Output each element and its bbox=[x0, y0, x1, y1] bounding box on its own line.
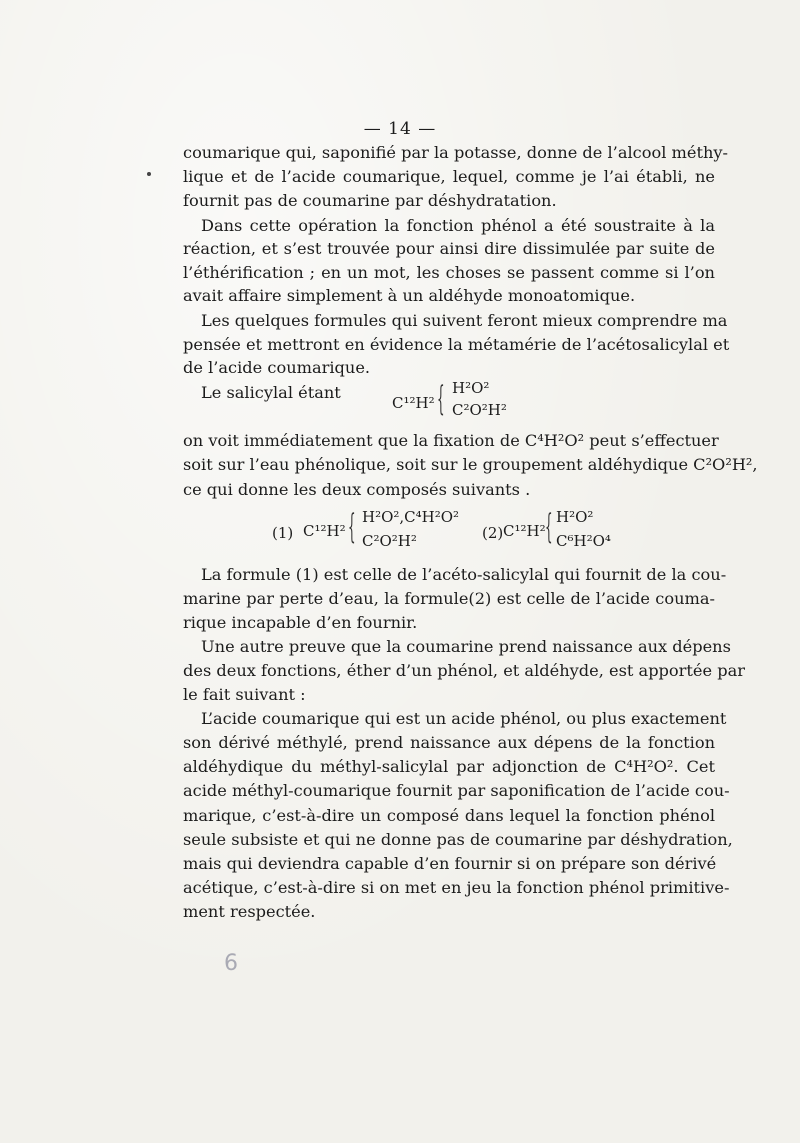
salicylal-intro: Le salicylal étant bbox=[201, 383, 341, 402]
text-line: des deux fonctions, éther d’un phénol, et aldéhyde, est apportée par bbox=[183, 661, 745, 680]
formula-2-upper: H²O² bbox=[556, 508, 594, 526]
text-line: marique, c’est-à-dire un composé dans lequel la fonction phénol bbox=[183, 806, 715, 825]
brace: { bbox=[437, 379, 445, 419]
text-line: marine par perte d’eau, la formule(2) est celle de l’acide couma- bbox=[183, 589, 715, 608]
text-line: Dans cette opération la fonction phénol a été soustraite à la bbox=[201, 216, 715, 235]
brace: { bbox=[545, 507, 553, 547]
pencil-mark: 6 bbox=[224, 951, 238, 976]
text-line: coumarique qui, saponifié par la potasse, donne de l’alcool méthy- bbox=[183, 143, 729, 162]
text-line: de l’acide coumarique. bbox=[183, 358, 371, 377]
text-line: seule subsiste et qui ne donne pas de coumarine par déshydration, bbox=[183, 830, 733, 849]
text-line: rique incapable d’en fournir. bbox=[183, 613, 418, 632]
formula-1-upper: H²O²,C⁴H²O² bbox=[362, 508, 460, 526]
text-line: La formule (1) est celle de l’acéto-salicylal qui fournit de la cou- bbox=[201, 565, 727, 584]
text-line: avait affaire simplement à un aldéhyde monoatomique. bbox=[183, 286, 636, 305]
text-line: soit sur l’eau phénolique, soit sur le groupement aldéhydique C²O²H², bbox=[183, 455, 758, 474]
text-line: pensée et mettront en évidence la métamérie de l’acétosalicylal et bbox=[183, 335, 730, 354]
brace: { bbox=[348, 507, 356, 547]
text-line: on voit immédiatement que la fixation de C⁴H²O² peut s’effectuer bbox=[183, 431, 719, 450]
text-line: l’éthérification ; en un mot, les choses se passent comme si l’on bbox=[183, 263, 715, 282]
salicylal-lower: C²O²H² bbox=[452, 401, 507, 419]
text-line: mais qui deviendra capable d’en fournir si on prépare son dérivé bbox=[183, 854, 717, 873]
formula-1-lower: C²O²H² bbox=[362, 532, 417, 550]
text-line: fournit pas de coumarine par déshydratation. bbox=[183, 191, 557, 210]
text-line: acétique, c’est-à-dire si on met en jeu la fonction phénol primitive- bbox=[183, 878, 730, 897]
text-line: ce qui donne les deux composés suivants . bbox=[183, 480, 531, 499]
text-line: acide méthyl-coumarique fournit par saponification de l’acide cou- bbox=[183, 781, 730, 800]
text-line: L’acide coumarique qui est un acide phénol, ou plus exactement bbox=[201, 709, 727, 728]
text-line: Les quelques formules qui suivent feront mieux comprendre ma bbox=[201, 311, 728, 330]
text-line: son dérivé méthylé, prend naissance aux dépens de la fonction bbox=[183, 733, 715, 752]
formula-1-label: (1) bbox=[272, 524, 294, 542]
text-line: réaction, et s’est trouvée pour ainsi dire dissimulée par suite de bbox=[183, 239, 715, 258]
text-line: lique et de l’acide coumarique, lequel, comme je l’ai établi, ne bbox=[183, 167, 715, 186]
text-line: aldéhydique du méthyl-salicylal par adjonction de C⁴H²O². Cet bbox=[183, 757, 715, 776]
ink-speck bbox=[147, 172, 151, 176]
text-line: Une autre preuve que la coumarine prend naissance aux dépens bbox=[201, 637, 731, 656]
formula-2-lower: C⁶H²O⁴ bbox=[556, 532, 611, 550]
formula-2-base: C¹²H² bbox=[503, 522, 546, 540]
text-line: le fait suivant : bbox=[183, 685, 306, 704]
salicylal-upper: H²O² bbox=[452, 379, 490, 397]
page-number: — 14 — bbox=[363, 119, 437, 139]
formula-2-label: (2) bbox=[482, 524, 504, 542]
formula-1-base: C¹²H² bbox=[303, 522, 346, 540]
salicylal-base: C¹²H² bbox=[392, 394, 435, 412]
text-line: ment respectée. bbox=[183, 902, 316, 921]
